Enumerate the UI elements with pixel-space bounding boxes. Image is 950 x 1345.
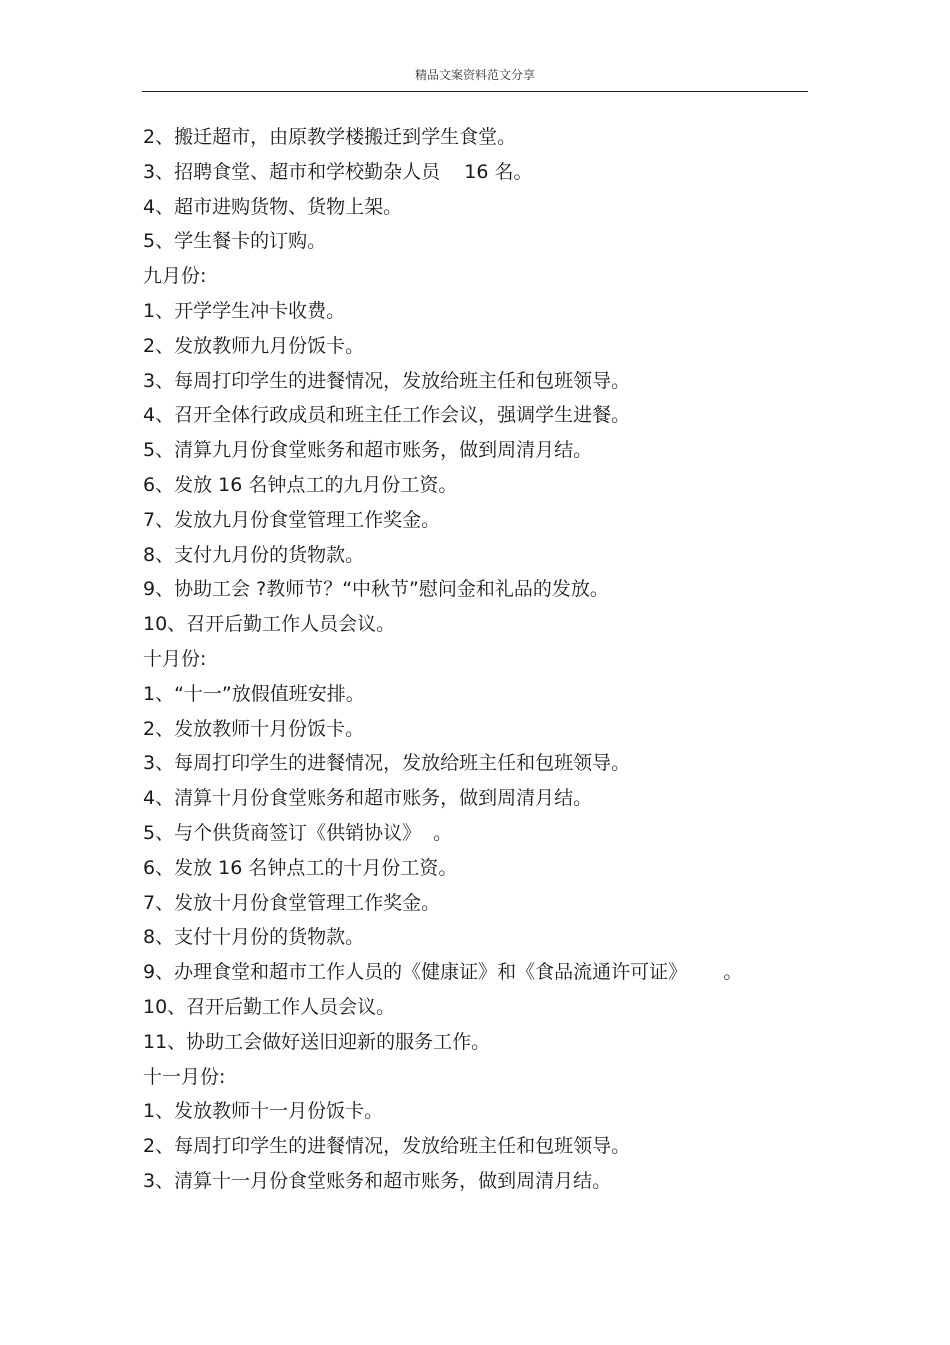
text-line: 4、召开全体行政成员和班主任工作会议，强调学生进餐。 — [143, 404, 631, 427]
text-line: 3、每周打印学生的进餐情况，发放给班主任和包班领导。 — [143, 752, 631, 775]
text-line: 2、每周打印学生的进餐情况，发放给班主任和包班领导。 — [143, 1135, 631, 1158]
text-line: 5、清算九月份食堂账务和超市账务，做到周清月结。 — [143, 439, 593, 462]
text-line: 4、清算十月份食堂账务和超市账务，做到周清月结。 — [143, 787, 593, 810]
text-line: 2、发放教师九月份饭卡。 — [143, 334, 365, 357]
text-line: 10、召开后勤工作人员会议。 — [143, 995, 396, 1018]
text-line: 8、支付九月份的货物款。 — [143, 543, 365, 566]
text-line: 7、发放九月份食堂管理工作奖金。 — [143, 508, 441, 531]
text-line: 7、发放十月份食堂管理工作奖金。 — [143, 891, 441, 914]
section-heading-november: 十一月份: — [143, 1065, 226, 1088]
text-line: 1、开学学生冲卡收费。 — [143, 299, 346, 322]
text-line: 10、召开后勤工作人员会议。 — [143, 613, 396, 636]
text-line: 3、招聘食堂、超市和学校勤杂人员 16 名。 — [143, 160, 533, 183]
section-heading-october: 十月份: — [143, 647, 207, 670]
document-body — [143, 120, 823, 1199]
header-divider — [142, 91, 808, 92]
text-line: 2、搬迁超市，由原教学楼搬迁到学生食堂。 — [143, 126, 517, 148]
text-line: 11、协助工会做好送旧迎新的服务工作。 — [143, 1030, 491, 1053]
text-line: 5、学生餐卡的订购。 — [143, 230, 327, 253]
text-line: 8、支付十月份的货物款。 — [143, 926, 365, 949]
text-line: 9、协助工会 ?教师节？“中秋节”慰问金和礼品的发放。 — [143, 578, 609, 601]
text-line: 6、发放 16 名钟点工的九月份工资。 — [143, 473, 458, 496]
text-line: 1、“十一”放假值班安排。 — [143, 682, 365, 705]
text-line: 5、与个供货商签订《供销协议》 。 — [143, 821, 453, 844]
page-header-title: 精品文案资料范文分享 — [414, 68, 535, 82]
text-line: 6、发放 16 名钟点工的十月份工资。 — [143, 856, 458, 879]
section-heading-september: 九月份: — [143, 265, 207, 288]
text-line: 4、超市进购货物、货物上架。 — [143, 195, 403, 218]
text-line: 9、办理食堂和超市工作人员的《健康证》和《食品流通许可证》 。 — [143, 961, 743, 984]
text-line: 3、每周打印学生的进餐情况，发放给班主任和包班领导。 — [143, 369, 631, 392]
text-line: 3、清算十一月份食堂账务和超市账务，做到周清月结。 — [143, 1169, 612, 1192]
text-line: 1、发放教师十一月份饭卡。 — [143, 1100, 384, 1123]
text-line: 2、发放教师十月份饭卡。 — [143, 717, 365, 740]
